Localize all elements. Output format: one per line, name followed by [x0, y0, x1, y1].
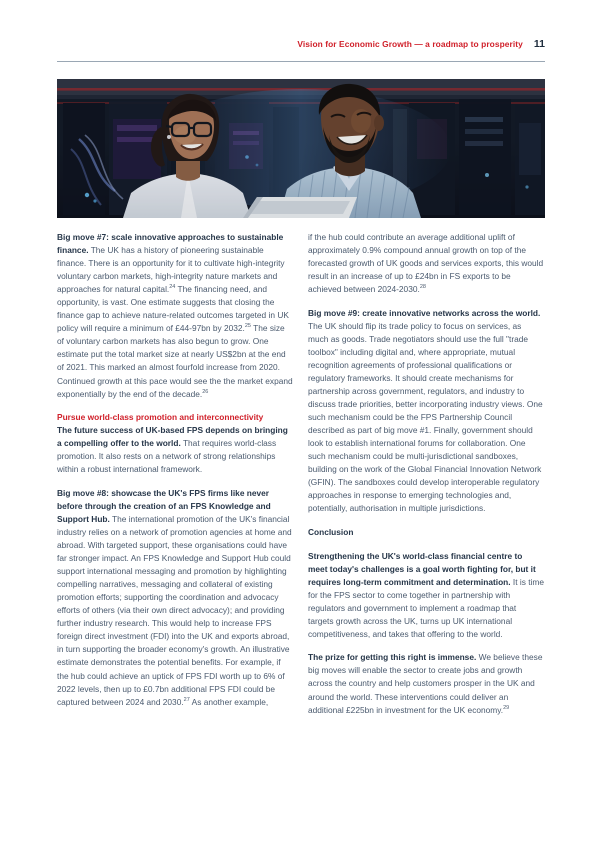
- paragraph-hub-uplift-continued: [308, 231, 544, 296]
- page-number: 11: [533, 38, 545, 50]
- paragraph-big-move-9: [308, 307, 544, 516]
- paragraph-big-move-7: [57, 231, 293, 401]
- body-text: if the hub could contribute an average additional uplift of approximately 0.9% compound annual growth on top of the forecasted growth of UK goods and services exports, this would result in an increase of up to £24bn in FS exports to be achieved between 2024-2030.: [308, 232, 544, 295]
- lead-in-future-success: The future success of UK-based FPS depends on bringing a compelling offer to the world.: [57, 425, 288, 449]
- footnote-ref-29: 29: [503, 704, 510, 711]
- body-columns: [57, 231, 545, 831]
- body-text: We believe these big moves will enable the sector to create jobs and growth across the country and help customers prosper in the UK and around the world. These interventions could deliver an additional £225bn in investment for the UK economy.: [308, 652, 543, 715]
- body-text: As another example,: [189, 696, 269, 707]
- footnote-ref-25: 25: [244, 323, 251, 330]
- left-column: [57, 231, 293, 831]
- running-header: [57, 38, 545, 50]
- hero-photo: [57, 79, 545, 218]
- lead-in-conclusion: Strengthening the UK's world-class financial centre to meet today's challenges is a goal worth fighting for, but it requires long-term commitment and determination.: [308, 550, 536, 587]
- header-title: Vision for Economic Growth — a roadmap to prosperity: [297, 39, 523, 49]
- lead-in-the-prize: The prize for getting this right is immense.: [308, 652, 477, 663]
- section-heading-promotion: Pursue world-class promotion and interconnectivity: [57, 412, 264, 423]
- header-divider-rule: [57, 61, 545, 62]
- paragraph-future-success: [57, 424, 293, 476]
- body-text: It is time for the FPS sector to come together in partnership with regulators and government to implement a roadmap that targets growth across the UK, turns up UK international competitiveness, and takes that offering to the world.: [308, 576, 544, 639]
- footnote-ref-27: 27: [183, 696, 190, 703]
- body-text: The UK has a history of pioneering sustainable finance. There is an opportunity for it to cultivate high-integrity voluntary carbon markets, high-integrity nature markets and approaches for natural capital.: [57, 245, 285, 295]
- footnote-ref-24: 24: [169, 284, 176, 291]
- body-text: The UK should flip its trade policy to focus on services, as much as goods. Trade negotiators should use the full "trade toolbox" including digital and, where appropriate, mutual recognition agreements of professional qualifications or regulatory frameworks. It should create mechanisms for partnership across government, regulators, and industry to discuss trade priorities, better incorporating industry views. One such mechanism could be the FPS Partnership Council described as part of big move #1. Finally, government should look to establish international forums for collaboration. One such mechanism could be multi-jurisdictional sandboxes, building on the work of the Global Financial Innovation Network (GFIN). The sandboxes could develop interoperable regulatory approaches in response to emerging technologies and, potentially, authorisation in multiple jurisdictions.: [308, 320, 543, 514]
- body-text: The international promotion of the UK's financial industry relies on a network of promotion agencies at home and abroad. With targeted support, these organisations could have far stronger impact. An FPS Knowledge and Support Hub could support international messaging and promotion by highlighting compelling narratives, messaging and collateral of existing promotion efforts; supporting the coordination and advocacy efforts of others (via their own direct advocacy); and providing further industry research. This would help to increase FPS foreign direct investment (FDI) into the UK and exports abroad, in turn supporting the broader economy's growth. An illustrative estimate demonstrates the potential benefits. For example, if the hub could achieve an uptick of FPS FDI worth up to 6% of 2022 levels, then up to £0.7bn additional FPS FDI could be captured between 2024 and 2030.: [57, 513, 292, 707]
- lead-in-big-move-8: Big move #8: showcase the UK's FPS firms like never before through the creation of an FPS Knowledge and Support Hub.: [57, 487, 271, 524]
- paragraph-conclusion: [308, 550, 544, 641]
- footnote-ref-26: 26: [202, 388, 209, 395]
- hero-photo-illustration: [57, 79, 545, 218]
- body-text: The financing need, and opportunity, is vast. One estimate suggests that closing the finance gap to achieve nature-related outcomes targeted in UK policy will require a minimum of £44-97bn by 2032.: [57, 284, 289, 334]
- section-heading-conclusion: Conclusion: [308, 526, 354, 537]
- body-text: That requires world-class promotion. It also rests on a network of strong relationships within a robust international framework.: [57, 438, 277, 475]
- lead-in-big-move-9: Big move #9: create innovative networks across the world.: [308, 307, 541, 318]
- paragraph-the-prize: [308, 651, 544, 716]
- lead-in-big-move-7: Big move #7: scale innovative approaches to sustainable finance.: [57, 232, 284, 256]
- right-column: [308, 231, 544, 831]
- body-text: The size of voluntary carbon markets has also begun to grow. One estimate put the total market size at nearly US$2bn at the end of 2021. This marked an almost fourfold increase from 2020. Continued growth at this pace would see the the market expand exponentially by the end of the decade.: [57, 323, 293, 399]
- paragraph-big-move-8: [57, 487, 293, 709]
- footnote-ref-28: 28: [419, 284, 426, 291]
